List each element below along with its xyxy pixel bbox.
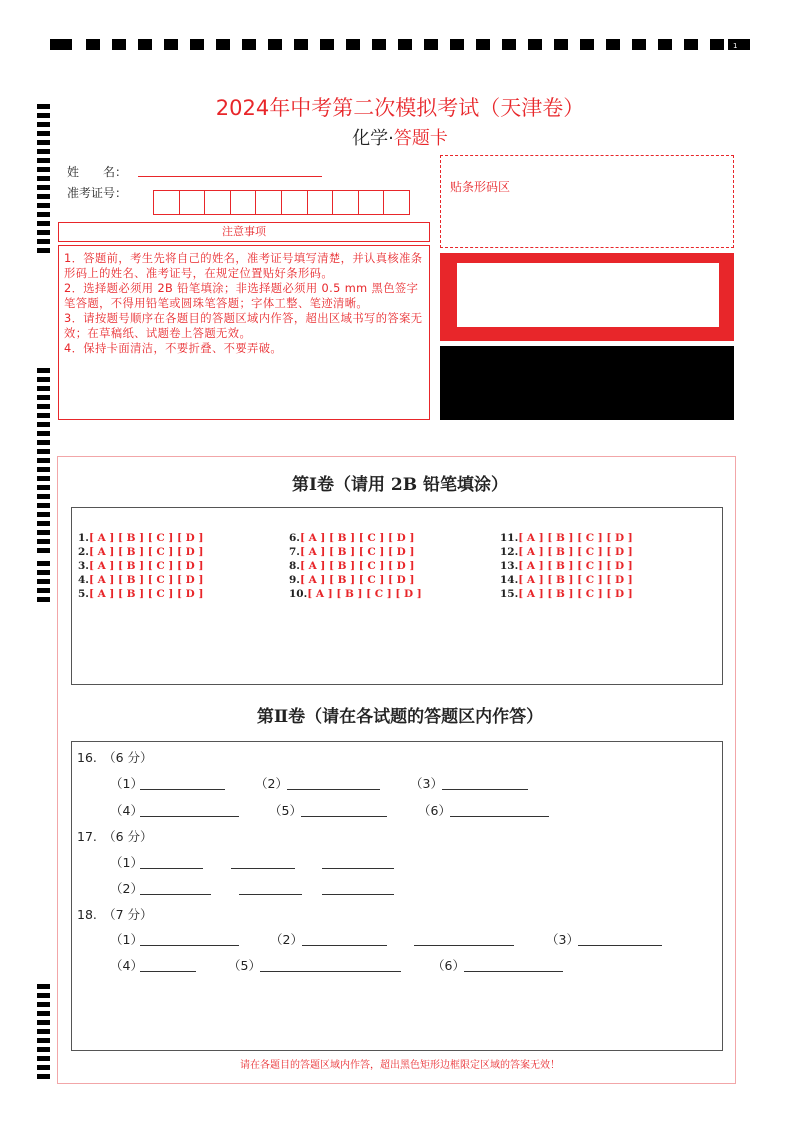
q17-blank-2[interactable] — [231, 868, 295, 869]
absent-mark-frame — [440, 253, 734, 341]
choice-row[interactable]: 14.[ A ] [ B ] [ C ] [ D ] — [500, 574, 633, 586]
timing-mark — [37, 239, 50, 244]
q18-blank-5[interactable] — [140, 971, 196, 972]
timing-mark — [37, 167, 50, 172]
timing-mark — [37, 597, 50, 602]
timing-mark — [37, 1029, 50, 1034]
q18-blank-4[interactable] — [578, 945, 662, 946]
timing-mark — [37, 404, 50, 409]
q16-part-4: （4） — [110, 803, 143, 818]
timing-mark — [37, 395, 50, 400]
q16-blank-6[interactable] — [450, 816, 549, 817]
barcode-label: 贴条形码区 — [450, 180, 511, 194]
subtitle-card: 答题卡 — [393, 128, 448, 149]
timing-mark — [37, 570, 50, 575]
page-subtitle — [0, 124, 800, 150]
choice-column-3 — [500, 531, 633, 601]
name-label: 姓 名： — [67, 165, 128, 179]
timing-mark — [37, 1047, 50, 1052]
id-digit-box[interactable] — [230, 190, 257, 215]
q17-blank-4[interactable] — [140, 894, 211, 895]
section1-title: 第Ⅰ卷（请用 2B 铅笔填涂） — [292, 475, 508, 495]
timing-mark — [37, 1074, 50, 1079]
q16-blank-3[interactable] — [442, 789, 528, 790]
top-timing-marks — [50, 39, 750, 51]
exam-id-boxes[interactable] — [153, 190, 409, 215]
id-digit-box[interactable] — [307, 190, 334, 215]
question-17-label: 17. （6 分） — [77, 829, 153, 844]
notice-box — [58, 245, 430, 420]
q17-blank-5[interactable] — [239, 894, 302, 895]
id-digit-box[interactable] — [332, 190, 359, 215]
q16-part-5: （5） — [269, 803, 302, 818]
timing-mark — [37, 458, 50, 463]
q18-blank-7[interactable] — [464, 971, 563, 972]
q18-blank-2[interactable] — [302, 945, 387, 946]
barcode-area — [440, 155, 734, 248]
id-digit-box[interactable] — [383, 190, 410, 215]
choice-row[interactable]: 12.[ A ] [ B ] [ C ] [ D ] — [500, 546, 633, 558]
id-digit-box[interactable] — [255, 190, 282, 215]
timing-mark — [37, 194, 50, 199]
timing-mark — [37, 386, 50, 391]
choice-column-2 — [289, 531, 422, 601]
timing-mark — [37, 422, 50, 427]
q17-blank-3[interactable] — [322, 868, 394, 869]
id-digit-box[interactable] — [281, 190, 308, 215]
id-digit-box[interactable] — [179, 190, 206, 215]
timing-mark — [37, 1002, 50, 1007]
timing-mark — [37, 588, 50, 593]
timing-mark — [37, 185, 50, 190]
timing-mark — [37, 530, 50, 535]
notice-heading: 注意事项 — [58, 222, 430, 242]
timing-mark — [37, 230, 50, 235]
timing-mark — [37, 176, 50, 181]
q18-blank-1[interactable] — [140, 945, 239, 946]
timing-mark — [37, 1020, 50, 1025]
timing-mark — [37, 1011, 50, 1016]
notice-item: 3．请按题号顺序在各题目的答题区域内作答，超出区域书写的答案无效；在草稿纸、试题卷上答题无效。 — [64, 312, 423, 340]
choice-row[interactable]: 6.[ A ] [ B ] [ C ] [ D ] — [289, 532, 415, 544]
page-number: 1 — [733, 42, 738, 50]
choice-row[interactable]: 5.[ A ] [ B ] [ C ] [ D ] — [78, 588, 204, 600]
q18-blank-6[interactable] — [260, 971, 401, 972]
timing-mark — [37, 548, 50, 553]
notice-item: 2．选择题必须用 2B 铅笔填涂；非选择题必须用 0.5 mm 黑色签字笔答题，不得用铅笔或圆珠笔答题；字体工整、笔迹清晰。 — [64, 282, 419, 310]
q16-part-3: （3） — [410, 776, 443, 791]
timing-mark — [37, 1038, 50, 1043]
name-field[interactable] — [138, 176, 322, 177]
q18-part-6: （6） — [432, 958, 465, 973]
choice-row[interactable]: 11.[ A ] [ B ] [ C ] [ D ] — [500, 532, 633, 544]
id-label: 准考证号： — [67, 186, 128, 200]
choice-row[interactable]: 7.[ A ] [ B ] [ C ] [ D ] — [289, 546, 415, 558]
timing-mark — [37, 377, 50, 382]
choice-row[interactable]: 8.[ A ] [ B ] [ C ] [ D ] — [289, 560, 415, 572]
timing-mark — [37, 212, 50, 217]
choice-row[interactable]: 4.[ A ] [ B ] [ C ] [ D ] — [78, 574, 204, 586]
timing-mark — [37, 158, 50, 163]
choice-row[interactable]: 10.[ A ] [ B ] [ C ] [ D ] — [289, 588, 422, 600]
timing-mark — [37, 248, 50, 253]
q18-part-1: （1） — [110, 932, 143, 947]
q18-part-5: （5） — [228, 958, 261, 973]
timing-mark — [37, 561, 50, 566]
q17-part-1: （1） — [110, 855, 143, 870]
q16-part-2: （2） — [255, 776, 288, 791]
q16-part-1: （1） — [110, 776, 143, 791]
timing-mark — [37, 203, 50, 208]
timing-mark — [37, 984, 50, 989]
choice-row[interactable]: 13.[ A ] [ B ] [ C ] [ D ] — [500, 560, 633, 572]
footer-warning: 请在各题目的答题区域内作答，超出黑色矩形边框限定区域的答案无效！ — [240, 1060, 560, 1071]
id-digit-box[interactable] — [204, 190, 231, 215]
q16-blank-5[interactable] — [301, 816, 387, 817]
subtitle-subject: 化学· — [352, 128, 394, 149]
timing-mark — [37, 431, 50, 436]
q16-blank-2[interactable] — [287, 789, 380, 790]
choice-row[interactable]: 3.[ A ] [ B ] [ C ] [ D ] — [78, 560, 204, 572]
notice-item: 1．答题前，考生先将自己的姓名，准考证号填写清楚，并认真核准条形码上的姓名、准考证号，在规定位置贴好条形码。 — [64, 252, 423, 280]
q17-blank-6[interactable] — [322, 894, 394, 895]
black-block — [440, 346, 734, 420]
choice-row[interactable]: 15.[ A ] [ B ] [ C ] [ D ] — [500, 588, 633, 600]
id-digit-box[interactable] — [358, 190, 385, 215]
timing-mark — [37, 413, 50, 418]
choice-row[interactable]: 9.[ A ] [ B ] [ C ] [ D ] — [289, 574, 415, 586]
q18-part-2: （2） — [270, 932, 303, 947]
timing-mark — [37, 221, 50, 226]
choice-row[interactable]: 2.[ A ] [ B ] [ C ] [ D ] — [78, 546, 204, 558]
choice-row[interactable]: 1.[ A ] [ B ] [ C ] [ D ] — [78, 532, 204, 544]
answer-box — [71, 741, 723, 1051]
timing-mark — [37, 440, 50, 445]
q16-blank-4[interactable] — [140, 816, 239, 817]
q17-part-2: （2） — [110, 881, 143, 896]
choice-column-1 — [78, 531, 203, 601]
page-title: 2024年中考第二次模拟考试（天津卷） — [215, 96, 585, 120]
timing-mark — [37, 512, 50, 517]
question-16-label: 16. （6 分） — [77, 750, 153, 765]
section2-title: 第Ⅱ卷（请在各试题的答题区内作答） — [256, 707, 544, 727]
timing-mark — [37, 503, 50, 508]
timing-mark — [37, 521, 50, 526]
q17-blank-1[interactable] — [140, 868, 203, 869]
timing-mark — [37, 539, 50, 544]
timing-mark — [37, 993, 50, 998]
q18-blank-3[interactable] — [414, 945, 514, 946]
q16-part-6: （6） — [418, 803, 451, 818]
timing-mark — [37, 449, 50, 454]
id-digit-box[interactable] — [153, 190, 180, 215]
notice-item: 4．保持卡面清洁，不要折叠、不要弄破。 — [64, 342, 283, 355]
timing-mark — [37, 368, 50, 373]
q18-part-4: （4） — [110, 958, 143, 973]
timing-mark — [37, 579, 50, 584]
q18-part-3: （3） — [546, 932, 579, 947]
q16-blank-1[interactable] — [140, 789, 225, 790]
question-18-label: 18. （7 分） — [77, 907, 153, 922]
